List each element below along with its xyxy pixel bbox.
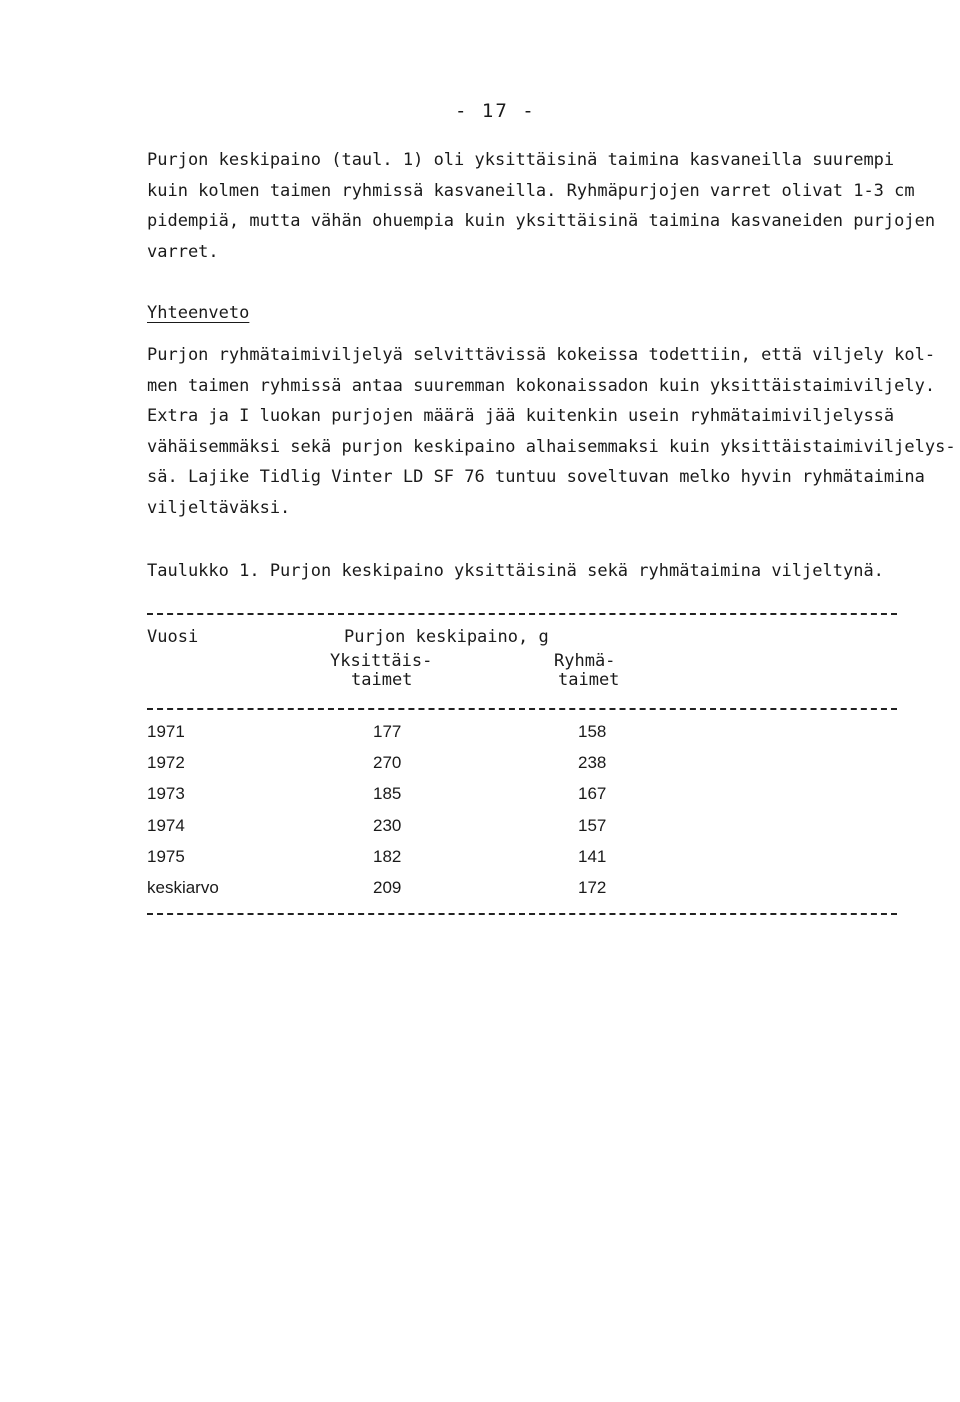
paragraph-line: Extra ja I luokan purjojen määrä jää kuitenkin usein ryhmätaimiviljelyssä — [147, 406, 895, 426]
cell-year: 1972 — [147, 753, 185, 773]
paragraph-line: men taimen ryhmissä antaa suuremman kokonaissadon kuin yksittäistaimiviljely. — [147, 375, 936, 396]
paragraph-line: varret. — [147, 241, 219, 262]
cell-year: keskiarvo — [147, 878, 219, 897]
cell-group-weight: 158 — [578, 722, 607, 741]
cell-group-weight: 157 — [578, 815, 607, 835]
paragraph-summary — [147, 340, 956, 523]
column-group-header-weight: Purjon keskipaino, g — [344, 627, 549, 647]
cell-group-weight: 141 — [578, 846, 607, 866]
table-caption: Taulukko 1. Purjon keskipaino yksittäisinä sekä ryhmätaimina viljeltynä. — [147, 561, 884, 581]
paragraph-line: sä. Lajike Tidlig Vinter LD SF 76 tuntuu soveltuvan melko hyvin ryhmätaimina — [147, 467, 925, 487]
paragraph-line: viljeltäväksi. — [147, 497, 291, 518]
table-rule-header — [147, 708, 897, 710]
cell-group-weight: 172 — [578, 878, 607, 897]
table-row — [147, 722, 847, 753]
cell-single-weight: 182 — [373, 846, 402, 866]
cell-single-weight: 177 — [373, 722, 402, 741]
table-row — [147, 784, 847, 815]
column-header-single-line1: Yksittäis- — [330, 651, 433, 671]
paragraph-line: pidempiä, mutta vähän ohuempia kuin yksittäisinä taimina kasvaneiden purjojen — [147, 211, 936, 231]
paragraph-results — [147, 145, 947, 267]
column-header-year: Vuosi — [147, 627, 199, 647]
paragraph-line: Purjon keskipaino (taul. 1) oli yksittäisinä taimina kasvaneilla suurempi — [147, 150, 895, 170]
table-row — [147, 847, 847, 878]
paragraph-line: Purjon ryhmätaimiviljelyä selvittävissä kokeissa todettiin, että viljely kol- — [147, 345, 936, 365]
section-heading-summary: Yhteenveto — [147, 303, 250, 323]
cell-year: 1973 — [147, 784, 185, 804]
cell-single-weight: 185 — [373, 784, 402, 804]
column-header-group-line1: Ryhmä- — [554, 651, 616, 671]
table-row — [147, 816, 847, 847]
column-header-single-line2: taimet — [351, 670, 413, 690]
table-rule-bottom — [147, 913, 897, 915]
cell-group-weight: 238 — [578, 753, 607, 773]
page-number: - 17 - — [455, 100, 536, 122]
table-row — [147, 878, 847, 909]
cell-year: 1975 — [147, 846, 185, 866]
table-row — [147, 753, 847, 784]
cell-year: 1971 — [147, 722, 185, 741]
cell-single-weight: 209 — [373, 878, 402, 897]
table-rule-top — [147, 613, 897, 615]
paragraph-line: kuin kolmen taimen ryhmissä kasvaneilla. Ryhmäpurjojen varret olivat 1-3 cm — [147, 180, 915, 201]
column-header-group-line2: taimet — [558, 670, 620, 690]
cell-group-weight: 167 — [578, 784, 607, 804]
cell-year: 1974 — [147, 815, 185, 835]
cell-single-weight: 230 — [373, 815, 402, 835]
paragraph-line: vähäisemmäksi sekä purjon keskipaino alhaisemmaksi kuin yksittäistaimiviljelys- — [147, 436, 956, 457]
cell-single-weight: 270 — [373, 753, 402, 773]
